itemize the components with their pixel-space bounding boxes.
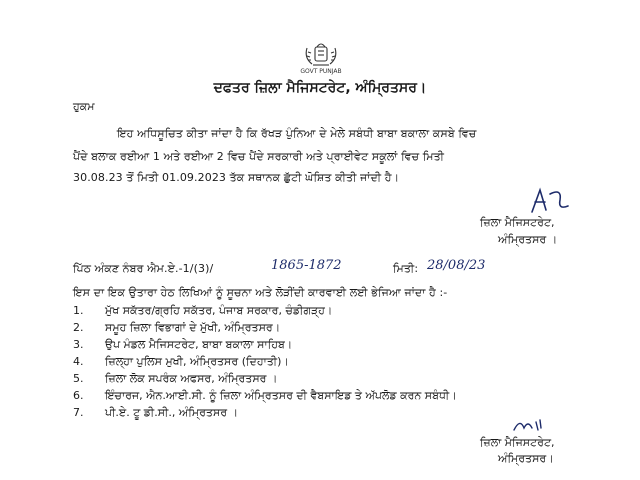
endorsement-number: 1865-1872 [271, 258, 342, 273]
copy-forwarded-intro: ਇਸ ਦਾ ਇਕ ਉਤਾਰਾ ਹੇਠ ਲਿਖਿਆਂ ਨੂੰ ਸੂਚਨਾ ਅਤੇ ਲੋੜੀਂਦੀ ਕਾਰਵਾਈ ਲਈ ਭੇਜਿਆ ਜਾਂਦਾ ਹੈ :- [73, 286, 448, 299]
list-item: 5. ਜ਼ਿਲਾ ਲੋਕ ਸਪਰੰਕ ਅਫਸਰ, ਅੰਮ੍ਰਿਤਸਰ । [73, 372, 278, 385]
endorsement-number-label: ਪਿੱਠ ਅੰਕਣ ਨੰਬਰ ਐਮ.ਏ.-1/(3)/ [73, 262, 214, 275]
order-text-line-1: ਇਹ ਅਧਿਸੂਚਿਤ ਕੀਤਾ ਜਾਂਦਾ ਹੈ ਕਿ ਰੱਖੜ ਪੁੰਨਿਆ ਦੇ ਮੇਲੇ ਸਬੰਧੀ ਬਾਬਾ ਬਕਾਲਾ ਕਸਬੇ ਵਿਚ [117, 127, 477, 140]
svg-text:GOVT PUNJAB: GOVT PUNJAB [300, 68, 342, 75]
list-item: 1. ਮੁੱਖ ਸਕੱਤਰ/ਗ੍ਰਹਿ ਸਕੱਤਰ, ਪੰਜਾਬ ਸਰਕਾਰ, ਚੰਡੀਗੜ੍ਹ। [73, 304, 333, 317]
signature-2-designation: ਜ਼ਿਲਾ ਮੈਜਿਸਟਰੇਟ, [480, 436, 555, 449]
endorsement-date: 28/08/23 [427, 258, 486, 273]
list-item: 3. ਉਪ ਮੰਡਲ ਮੈਜਿਸਟਰੇਟ, ਬਾਬਾ ਬਕਾਲਾ ਸਾਹਿਬ। [73, 338, 293, 351]
handwritten-signature-1 [526, 186, 574, 216]
signature-1-place: ਅੰਮ੍ਰਿਤਸਰ । [498, 233, 558, 246]
signature-2-place: ਅੰਮ੍ਰਿਤਸਰ। [498, 452, 554, 465]
order-heading: ਹੁਕਮ [73, 100, 95, 113]
endorsement-date-label: ਮਿਤੀ: [393, 262, 419, 275]
list-item: 2. ਸਮੂਹ ਜ਼ਿਲਾ ਵਿਭਾਗਾਂ ਦੇ ਮੁੱਖੀ, ਅੰਮ੍ਰਿਤਸਰ। [73, 321, 281, 334]
list-item: 7. ਪੀ.ਏ. ਟੂ ਡੀ.ਸੀ., ਅੰਮ੍ਰਿਤਸਰ । [73, 406, 238, 419]
order-text-line-3: 30.08.23 ਤੋਂ ਮਿਤੀ 01.09.2023 ਤੱਕ ਸਥਾਨਕ ਛੁੱਟੀ ਘੋਸ਼ਿਤ ਕੀਤੀ ਜਾਂਦੀ ਹੈ। [73, 171, 400, 184]
office-title: ਦਫਤਰ ਜ਼ਿਲਾ ਮੈਜਿਸਟਰੇਟ, ਅੰਮ੍ਰਿਤਸਰ। [213, 80, 427, 96]
list-item: 4. ਜ਼ਿਲ੍ਹਾ ਪੁਲਿਸ ਮੁਖੀ, ਅੰਮ੍ਰਿਤਸਰ (ਦਿਹਾਤੀ)। [73, 355, 289, 368]
govt-punjab-emblem [298, 40, 344, 76]
order-text-line-2: ਪੈਂਦੇ ਬਲਾਕ ਰਈਆ 1 ਅਤੇ ਰਈਆ 2 ਵਿਚ ਪੈਂਦੇ ਸਰਕਾਰੀ ਅਤੇ ਪ੍ਰਾਈਵੇਟ ਸਕੂਲਾਂ ਵਿਚ ਮਿਤੀ [73, 150, 445, 163]
list-item: 6. ਇੰਚਾਰਜ, ਐਨ.ਆਈ.ਸੀ. ਨੂੰ ਜ਼ਿਲਾ ਅੰਮ੍ਰਿਤਸਰ ਦੀ ਵੈਬਸਾਇਡ ਤੇ ਅੱਪਲੋਡ ਕਰਨ ਸਬੰਧੀ। [73, 389, 457, 402]
handwritten-signature-2 [510, 414, 550, 436]
signature-1-designation: ਜ਼ਿਲਾ ਮੈਜਿਸਟਰੇਟ, [480, 216, 555, 229]
